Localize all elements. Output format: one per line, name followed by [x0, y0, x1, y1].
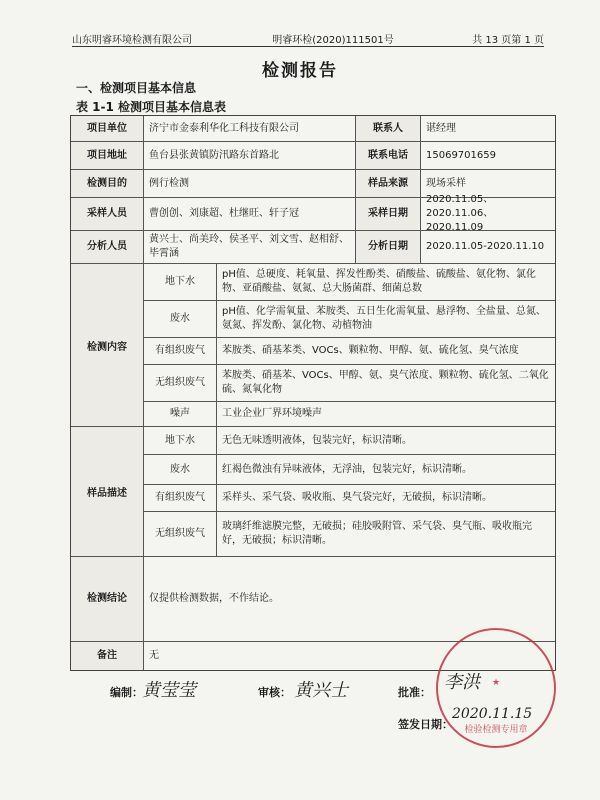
- value-cell: 15069701659: [420, 142, 555, 169]
- sample-row: [144, 484, 555, 511]
- table-row: [71, 230, 555, 263]
- row-text: 苯胺类、硝基苯类、VOCs、颗粒物、甲醇、氨、硫化氢、臭气浓度: [216, 338, 555, 364]
- value-cell: 现场采样: [420, 170, 555, 197]
- row-name: 地下水: [165, 276, 195, 287]
- row-name: 无组织废气: [155, 528, 205, 539]
- sample-row: [144, 427, 555, 454]
- value-cell: 2020.11.05-2020.11.10: [420, 231, 555, 263]
- sample-row: [144, 454, 555, 484]
- conclusion-row: [71, 556, 555, 641]
- label-cell: 检测目的: [71, 170, 143, 197]
- value-cell: 鱼台县张黄镇防汛路东首路北: [143, 142, 355, 169]
- label-cell: 项目单位: [71, 116, 143, 141]
- issue-date-label: 签发日期：: [398, 718, 453, 731]
- report-header: [72, 30, 544, 47]
- sample-group: [71, 426, 555, 556]
- group-rows: [143, 427, 555, 556]
- compile-label: 编制：: [110, 686, 143, 699]
- label-cell: 样品来源: [355, 170, 420, 197]
- group-rows: [143, 264, 555, 426]
- issue-date-signature: 2020.11.15: [452, 706, 533, 722]
- value-cell: 黄兴士、尚美玲、侯圣平、刘文雪、赵相舒、毕霄涵: [143, 231, 355, 263]
- value-cell: 仅提供检测数据，不作结论。: [143, 557, 555, 641]
- section-heading: 一、检测项目基本信息: [76, 81, 197, 95]
- table-row: [71, 116, 555, 141]
- label-cell: 采样日期: [355, 198, 420, 230]
- content-row: [144, 300, 555, 337]
- row-name: 地下水: [165, 434, 195, 446]
- row-name: 噪声: [170, 408, 190, 419]
- value-cell: 谌经理: [420, 116, 555, 141]
- value-cell: 无: [143, 642, 555, 670]
- group-label: 检测内容: [71, 264, 143, 426]
- row-text: 工业企业厂界环境噪声: [216, 402, 555, 426]
- row-text: 玻璃纤维滤膜完整，无破损；硅胶吸附管、采气袋、臭气瓶、吸收瓶完好，无破损；标识清晰。: [216, 512, 555, 556]
- content-group: [71, 263, 555, 426]
- stamp-seal: [436, 628, 556, 748]
- row-name: 废水: [170, 313, 190, 324]
- row-text: 苯胺类、硝基苯、VOCs、甲醇、氨、臭气浓度、颗粒物、硫化氢、二氧化硫、氮氧化物: [216, 365, 555, 401]
- row-text: pH值、化学需氧量、苯胺类、五日生化需氧量、悬浮物、全盐量、总氮、氨氮、挥发酚、氯化物、动植物油: [216, 301, 555, 337]
- row-name: 有组织废气: [155, 492, 205, 503]
- value-cell: 曹创创、刘康超、杜继旺、轩子冠: [143, 198, 355, 230]
- row-name: 废水: [170, 463, 190, 475]
- label-cell: 项目地址: [71, 142, 143, 169]
- value-cell: 2020.11.05、2020.11.06、2020.11.09: [420, 198, 555, 230]
- label-cell: 分析人员: [71, 231, 143, 263]
- content-row: [144, 337, 555, 364]
- review-signature: 黄兴士: [294, 680, 348, 701]
- approve-label: 批准：: [398, 686, 431, 699]
- sample-row: [144, 511, 555, 556]
- header-report-no: 明睿环检(2020)111501号: [272, 35, 394, 46]
- review-label: 审核：: [258, 686, 291, 699]
- header-company: 山东明睿环境检测有限公司: [72, 35, 192, 46]
- table-row: [71, 194, 555, 233]
- row-text: pH值、总硬度、耗氧量、挥发性酚类、硝酸盐、硫酸盐、氨化物、氯化物、亚硝酸盐、氨氮、总大肠菌群、细菌总数: [216, 264, 555, 300]
- label-cell: 采样人员: [71, 198, 143, 230]
- table-row: [71, 141, 555, 169]
- content-row: [144, 264, 555, 300]
- label-cell: 联系人: [355, 116, 420, 141]
- label-cell: 分析日期: [355, 231, 420, 263]
- row-name: 无组织废气: [155, 377, 205, 388]
- value-cell: 济宁市金泰利华化工科技有限公司: [143, 116, 355, 141]
- row-text: 无色无味透明液体，包装完好，标识清晰。: [216, 427, 555, 454]
- label-cell: 联系电话: [355, 142, 420, 169]
- approve-signature: 李洪: [444, 672, 480, 693]
- content-row: [144, 364, 555, 401]
- label-cell: 备注: [71, 642, 143, 670]
- label-cell: 检测结论: [71, 557, 143, 641]
- group-label: 样品描述: [71, 427, 143, 556]
- stamp-star-icon: ★: [491, 678, 501, 688]
- content-row: [144, 401, 555, 426]
- table-caption: 表 1-1 检测项目基本信息表: [76, 100, 227, 114]
- page-title: 检测报告: [262, 61, 338, 81]
- stamp-text: 检验检测专用章: [464, 725, 528, 735]
- row-text: 采样头、采气袋、吸收瓶、臭气袋完好，无破损，标识清晰。: [216, 485, 555, 511]
- info-table: [70, 115, 556, 671]
- header-pages: 共 13 页第 1 页: [472, 35, 544, 46]
- row-name: 有组织废气: [155, 345, 205, 356]
- value-cell: 例行检测: [143, 170, 355, 197]
- row-text: 红褐色微浊有异味液体，无浮油，包装完好，标识清晰。: [216, 455, 555, 484]
- compile-signature: 黄莹莹: [142, 680, 196, 701]
